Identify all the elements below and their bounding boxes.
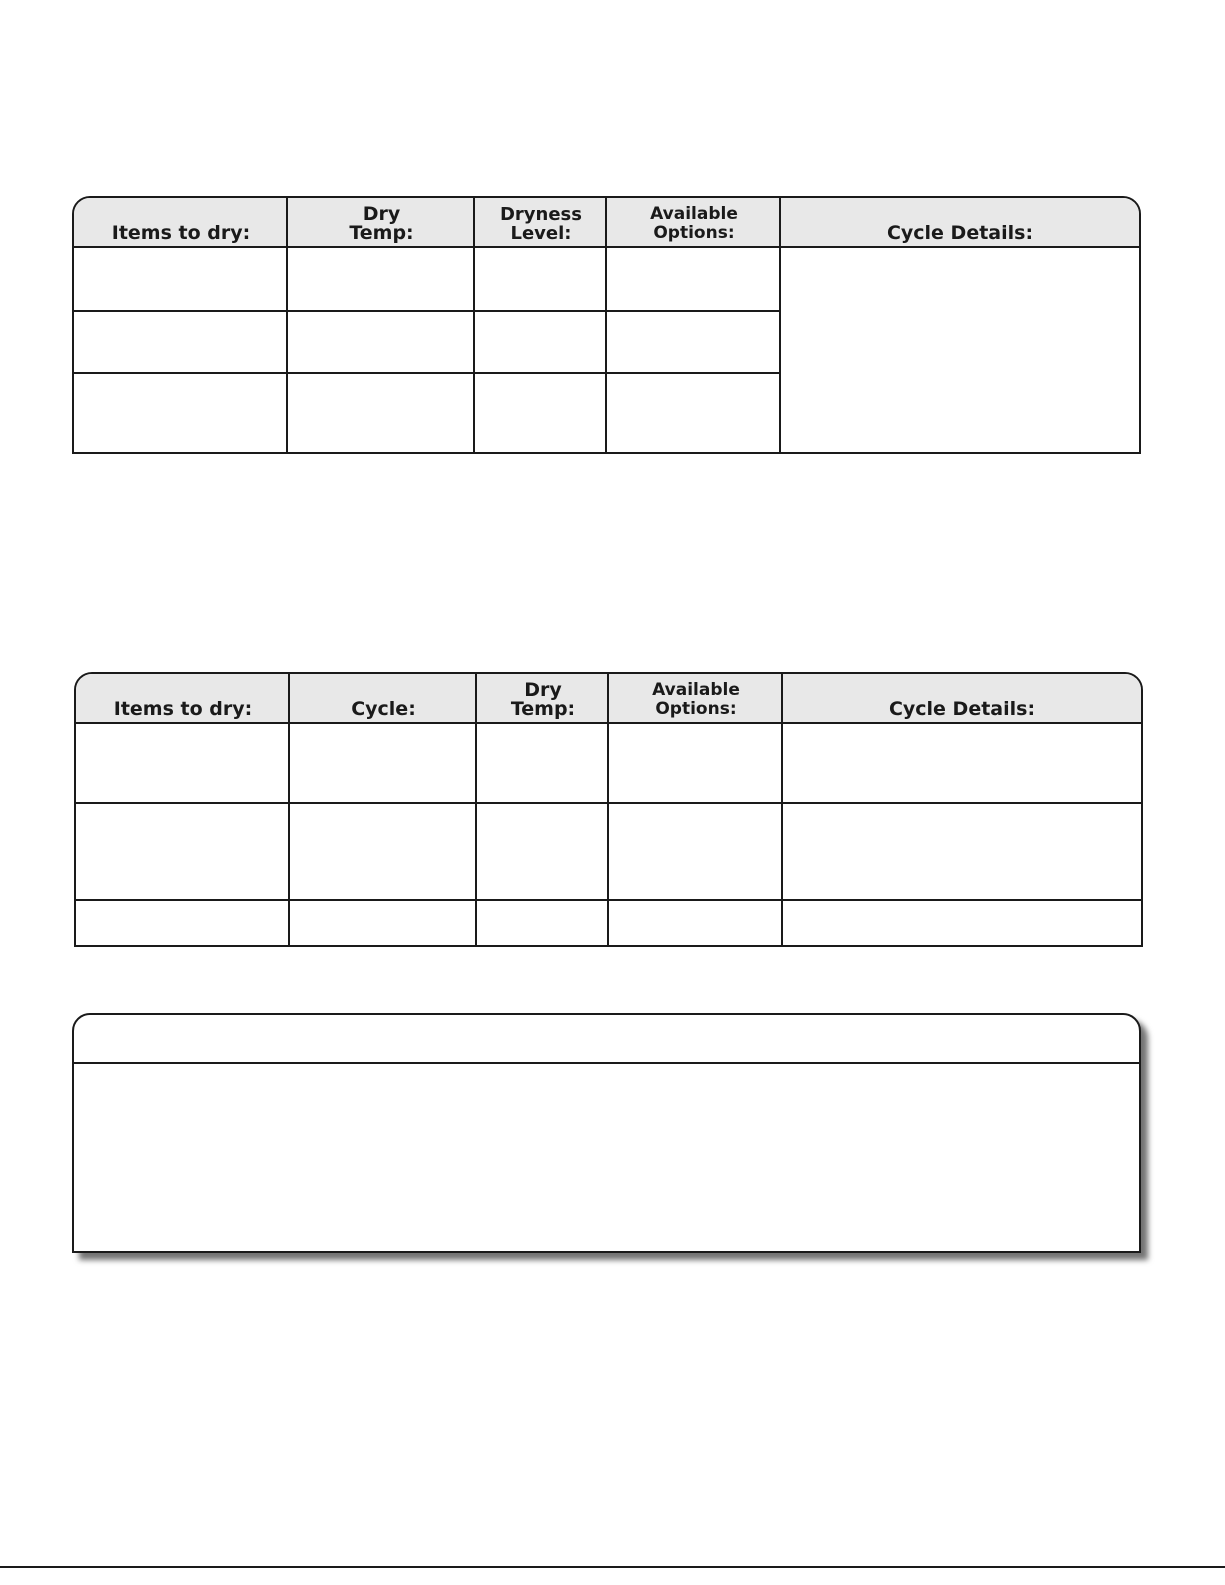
table-cell[interactable] — [74, 374, 286, 452]
header-cycle-details: Cycle Details: — [781, 198, 1139, 248]
table-cell[interactable] — [475, 248, 605, 310]
table-cell[interactable] — [783, 724, 1141, 802]
table-cell[interactable] — [607, 374, 779, 452]
table-cell[interactable] — [76, 724, 288, 802]
header-dry-temp: Dry Temp: — [288, 198, 475, 248]
header-available-options: Available Options: — [609, 674, 783, 724]
header-dryness-level: Dryness Level: — [475, 198, 607, 248]
table-cell[interactable] — [290, 724, 475, 802]
table-cell[interactable] — [477, 804, 607, 899]
table-cell[interactable] — [609, 804, 781, 899]
cycle-details-cell[interactable] — [781, 248, 1139, 452]
table-cell[interactable] — [76, 901, 288, 945]
table-cell[interactable] — [475, 312, 605, 372]
page-bottom-rule — [0, 1566, 1225, 1568]
table-cell[interactable] — [783, 901, 1141, 945]
table-cell[interactable] — [607, 248, 779, 310]
header-items-to-dry: Items to dry: — [74, 198, 288, 248]
header-cycle-details: Cycle Details: — [783, 674, 1141, 724]
table-cell[interactable] — [609, 724, 781, 802]
table-cell[interactable] — [288, 312, 473, 372]
table-cell[interactable] — [477, 724, 607, 802]
note-box-title — [74, 1015, 1139, 1062]
table-cell[interactable] — [609, 901, 781, 945]
dryer-cycle-table-2 — [74, 672, 1143, 947]
header-cycle: Cycle: — [290, 674, 477, 724]
table-cell[interactable] — [288, 374, 473, 452]
table-cell[interactable] — [288, 248, 473, 310]
note-box-body — [74, 1064, 1139, 1251]
table-cell[interactable] — [607, 312, 779, 372]
table-cell[interactable] — [74, 248, 286, 310]
table-cell[interactable] — [290, 804, 475, 899]
dryer-cycle-table-1 — [72, 196, 1141, 454]
table-cell[interactable] — [290, 901, 475, 945]
table-cell[interactable] — [477, 901, 607, 945]
header-items-to-dry: Items to dry: — [76, 674, 290, 724]
table-cell[interactable] — [76, 804, 288, 899]
table-cell[interactable] — [74, 312, 286, 372]
header-dry-temp: Dry Temp: — [477, 674, 609, 724]
header-available-options: Available Options: — [607, 198, 781, 248]
note-box — [72, 1013, 1141, 1253]
table-cell[interactable] — [783, 804, 1141, 899]
table-cell[interactable] — [475, 374, 605, 452]
